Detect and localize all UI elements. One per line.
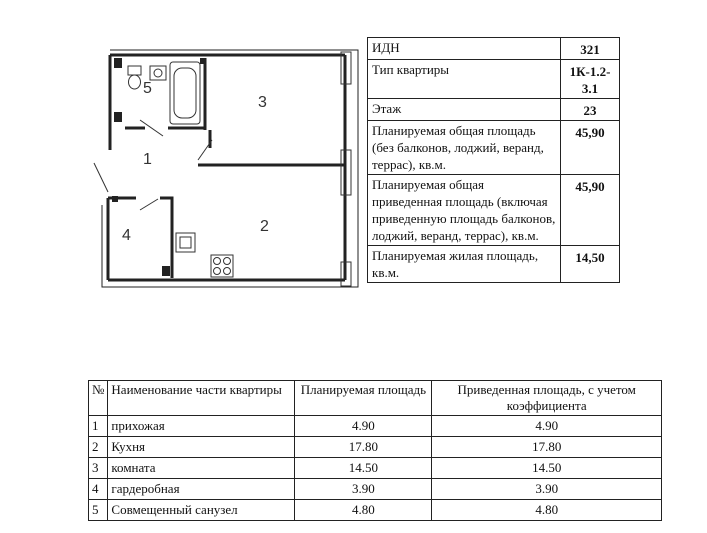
floor-plan-drawing [0,0,370,300]
info-value: 14,50 [561,246,620,283]
row-name: прихожая [108,416,295,437]
row-reduced: 4.80 [432,500,662,521]
row-num: 2 [89,437,108,458]
table-row [89,458,662,479]
row-reduced: 14.50 [432,458,662,479]
row-area: 17.80 [295,437,432,458]
info-label: Этаж [368,99,561,121]
info-value: 45,90 [561,121,620,175]
info-label: ИДН [368,38,561,60]
wardrobe-door [140,199,158,210]
room-label-3: 3 [258,94,267,111]
info-label: Планируемая общая приведенная площадь (включая приведенную площадь балконов, лоджий, веранд, террас), кв.м. [368,175,561,246]
info-row-total-area [368,121,620,175]
info-label: Планируемая общая площадь (без балконов, лоджий, веранд, террас), кв.м. [368,121,561,175]
row-name: Кухня [108,437,295,458]
outer-outline [102,50,358,287]
info-row-reduced-area [368,175,620,246]
row-num: 3 [89,458,108,479]
header-num: № [89,381,108,416]
room3-door [198,140,212,160]
row-name: комната [108,458,295,479]
table-row [89,437,662,458]
room-label-5: 5 [143,80,152,97]
row-reduced: 4.90 [432,416,662,437]
info-row-floor [368,99,620,121]
row-area: 4.90 [295,416,432,437]
info-label: Планируемая жилая площадь, кв.м. [368,246,561,283]
info-value: 23 [561,99,620,121]
row-reduced: 3.90 [432,479,662,500]
info-row-living-area [368,246,620,283]
info-row-type [368,60,620,99]
row-area: 14.50 [295,458,432,479]
entrance-door [94,163,108,192]
row-num: 5 [89,500,108,521]
row-area: 3.90 [295,479,432,500]
row-reduced: 17.80 [432,437,662,458]
row-num: 1 [89,416,108,437]
header-area: Планируемая площадь [295,381,432,416]
rooms-area-table [88,380,662,521]
rooms-table-header [89,381,662,416]
header-name: Наименование части квартиры [108,381,295,416]
room-label-2: 2 [260,218,269,235]
row-name: Совмещенный санузел [108,500,295,521]
table-row [89,416,662,437]
row-name: гардеробная [108,479,295,500]
info-row-idn [368,38,620,60]
table-row [89,500,662,521]
row-area: 4.80 [295,500,432,521]
info-value: 1К-1.2-3.1 [561,60,620,99]
info-value: 321 [561,38,620,60]
info-label: Тип квартиры [368,60,561,99]
room-label-1: 1 [143,151,152,168]
toilet [128,66,141,75]
room-label-4: 4 [122,227,131,244]
header-reduced: Приведенная площадь, с учетом коэффициента [432,381,662,416]
apartment-info-table [367,37,620,283]
table-row [89,479,662,500]
kitchen-sink [176,233,195,252]
sink [150,66,166,80]
row-num: 4 [89,479,108,500]
info-value: 45,90 [561,175,620,246]
